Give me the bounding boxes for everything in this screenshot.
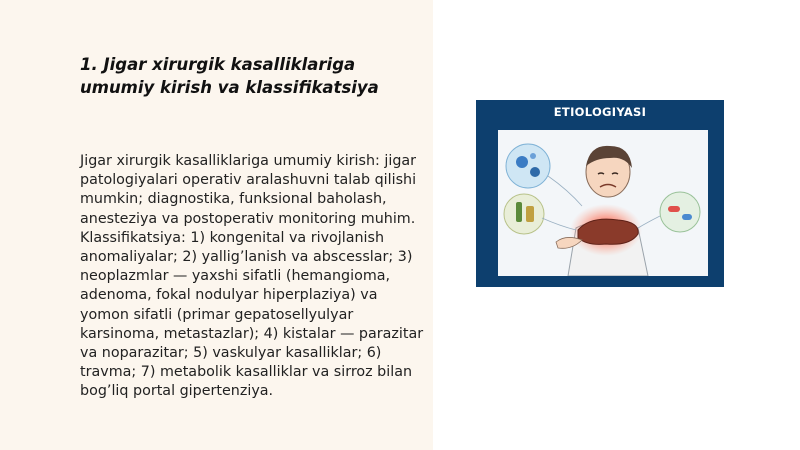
- medicine-bubble: [660, 192, 700, 232]
- slide-title: 1. Jigar xirurgik kasalliklariga umumiy kirish va klassifikatsiya: [80, 55, 379, 97]
- glass-icon: [526, 206, 534, 222]
- etiology-figure: [476, 100, 724, 287]
- alcohol-bubble: [504, 194, 544, 234]
- capsule-icon: [682, 214, 692, 220]
- germ-icon: [530, 153, 536, 159]
- virus-bubble: [506, 144, 550, 188]
- pill-icon: [668, 206, 680, 212]
- bacteria-icon: [530, 167, 540, 177]
- bottle-icon: [516, 202, 522, 222]
- liver-shape: [578, 219, 638, 244]
- etiology-illustration: [498, 130, 708, 276]
- slide-body-text: Jigar xirurgik kasalliklariga umumiy kirish: jigar patologiyalari operativ aralashuvni talab qilishi mumkin; diagnostika, funksional baholash, anesteziya va postoperativ monitoring muhim. Klassifikatsiya: 1) kongenital va rivojlanish anomaliyalar; 2) yallig’lanish va abscesslar; 3) neoplazmlar — yaxshi sifatli (hemangioma, adenoma, fokal nodulyar hiperplaziya) va yomon sifatli (primar gepatosellyulyar karsinoma, metastazlar); 4) kistalar — parazitar va noparazitar; 5) vaskulyar kasalliklar; 6) travma; 7) metabolik kasalliklar va sirroz bilan bog’liq portal gipertenziya.: [80, 153, 424, 400]
- figure-heading: ETIOLOGIYASI: [553, 105, 647, 119]
- virus-icon: [516, 156, 528, 168]
- etiology-illustration-svg: [498, 130, 708, 276]
